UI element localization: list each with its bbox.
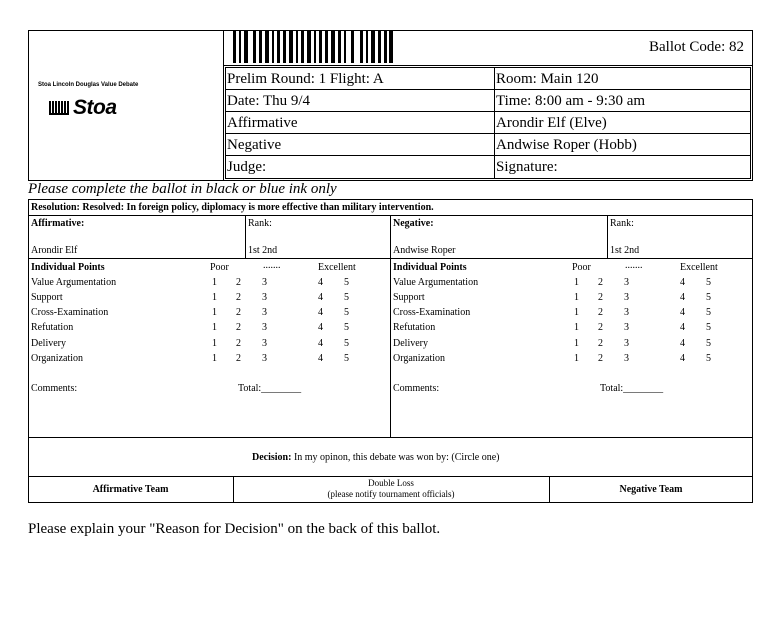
date-info: Date: Thu 9/4 (227, 93, 311, 109)
decision-label: Decision: (252, 452, 292, 463)
neg-criterion: Organization (393, 353, 446, 364)
decision-statement (252, 452, 499, 464)
neg-score-option[interactable]: 5 (706, 292, 711, 303)
info-grid-line (225, 133, 751, 134)
neg-score-option[interactable]: 1 (574, 353, 579, 364)
aff-score-option[interactable]: 1 (212, 322, 217, 333)
neg-score-option[interactable]: 5 (706, 307, 711, 318)
aff-score-option[interactable]: 1 (212, 292, 217, 303)
neg-score-option[interactable]: 4 (680, 338, 685, 349)
aff-score-option[interactable]: 3 (262, 277, 267, 288)
aff-score-option[interactable]: 5 (344, 292, 349, 303)
neg-score-option[interactable]: 5 (706, 338, 711, 349)
aff-score-option[interactable]: 5 (344, 277, 349, 288)
neg-rank-label: Rank: (610, 218, 634, 229)
info-grid-line (225, 89, 751, 90)
aff-comments-label: Comments: (31, 383, 78, 394)
neg-score-option[interactable]: 2 (598, 307, 603, 318)
aff-score-option[interactable]: 4 (318, 322, 323, 333)
aff-score-option[interactable]: 3 (262, 338, 267, 349)
neg-score-option[interactable]: 1 (574, 338, 579, 349)
ballot-code: Ballot Code: 82 (649, 39, 744, 55)
aff-score-option[interactable]: 3 (262, 292, 267, 303)
ink-instruction: Please complete the ballot in black or blue ink only (28, 181, 337, 197)
aff-score-option[interactable]: 3 (262, 353, 267, 364)
stoa-logo (49, 96, 117, 120)
info-grid-line (225, 111, 751, 112)
aff-score-option[interactable]: 2 (236, 307, 241, 318)
neg-score-option[interactable]: 3 (624, 292, 629, 303)
aff-score-option[interactable]: 5 (344, 338, 349, 349)
aff-dots: ....... (263, 260, 281, 271)
aff-criterion: Refutation (31, 322, 74, 333)
neg-score-option[interactable]: 5 (706, 277, 711, 288)
aff-score-option[interactable]: 1 (212, 307, 217, 318)
neg-score-option[interactable]: 3 (624, 338, 629, 349)
aff-score-option[interactable]: 4 (318, 292, 323, 303)
negative-team-option[interactable]: Negative Team (619, 484, 683, 495)
neg-score-option[interactable]: 4 (680, 277, 685, 288)
neg-criterion: Cross-Examination (393, 307, 471, 318)
neg-score-option[interactable]: 4 (680, 322, 685, 333)
signature-field[interactable]: Signature: (496, 159, 558, 175)
logo-bars-icon (49, 101, 69, 115)
aff-side-label: Affirmative: (31, 218, 85, 229)
neg-score-option[interactable]: 5 (706, 353, 711, 364)
aff-points-header: Individual Points (31, 262, 105, 273)
aff-criterion: Organization (31, 353, 84, 364)
neg-score-option[interactable]: 2 (598, 338, 603, 349)
decision-text: In my opinon, this debate was won by: (Circle one) (293, 452, 500, 463)
aff-score-option[interactable]: 1 (212, 277, 217, 288)
neg-total-field[interactable]: Total:________ (600, 383, 664, 394)
logo-wordmark: Stoa (73, 96, 117, 119)
neg-score-option[interactable]: 4 (680, 292, 685, 303)
aff-excellent-label: Excellent (318, 262, 356, 273)
neg-score-option[interactable]: 2 (598, 353, 603, 364)
aff-score-option[interactable]: 2 (236, 292, 241, 303)
neg-comments-label: Comments: (393, 383, 440, 394)
affirmative-debater: Arondir Elf (Elve) (496, 115, 607, 131)
neg-score-option[interactable]: 1 (574, 322, 579, 333)
header-row-line (223, 65, 753, 66)
logo-subtitle: Stoa Lincoln Douglas Value Debate (38, 82, 139, 88)
neg-criterion: Refutation (393, 322, 436, 333)
aff-score-option[interactable]: 1 (212, 353, 217, 364)
aff-criterion: Delivery (31, 338, 66, 349)
aff-score-option[interactable]: 4 (318, 277, 323, 288)
neg-dots: ....... (625, 260, 643, 271)
room-info: Room: Main 120 (496, 71, 599, 87)
neg-criterion: Support (393, 292, 425, 303)
aff-score-option[interactable]: 4 (318, 307, 323, 318)
double-loss-option[interactable]: Double Loss (368, 478, 414, 488)
neg-score-option[interactable]: 2 (598, 322, 603, 333)
aff-score-option[interactable]: 2 (236, 353, 241, 364)
header-divider (223, 30, 224, 181)
neg-score-option[interactable]: 4 (680, 307, 685, 318)
neg-debater: Andwise Roper (393, 245, 456, 256)
neg-score-option[interactable]: 1 (574, 307, 579, 318)
rank-row-line (28, 258, 753, 259)
aff-score-option[interactable]: 1 (212, 338, 217, 349)
neg-score-option[interactable]: 3 (624, 307, 629, 318)
aff-rank-divider (245, 215, 246, 258)
reason-for-decision-note: Please explain your "Reason for Decision" on the back of this ballot. (28, 521, 441, 537)
info-grid-line (225, 155, 751, 156)
neg-excellent-label: Excellent (680, 262, 718, 273)
neg-poor-label: Poor (572, 262, 591, 273)
neg-score-option[interactable]: 1 (574, 292, 579, 303)
aff-score-option[interactable]: 4 (318, 353, 323, 364)
aff-score-option[interactable]: 2 (236, 277, 241, 288)
neg-score-option[interactable]: 3 (624, 353, 629, 364)
neg-criterion: Value Argumentation (393, 277, 479, 288)
decision-line (28, 476, 753, 477)
sides-divider (390, 215, 391, 438)
aff-score-option[interactable]: 5 (344, 322, 349, 333)
neg-criterion: Delivery (393, 338, 428, 349)
neg-side-label: Negative: (393, 218, 434, 229)
judge-field[interactable]: Judge: (227, 159, 267, 175)
neg-score-option[interactable]: 3 (624, 322, 629, 333)
neg-rank-divider (607, 215, 608, 258)
negative-label: Negative (227, 137, 282, 153)
resolution-text: Resolution: Resolved: In foreign policy, diplomacy is more effective than military intervention. (31, 202, 434, 213)
info-grid-divider (494, 67, 495, 179)
negative-debater: Andwise Roper (Hobb) (496, 137, 637, 153)
neg-score-option[interactable]: 3 (624, 277, 629, 288)
aff-criterion: Support (31, 292, 63, 303)
neg-score-option[interactable]: 2 (598, 292, 603, 303)
aff-score-option[interactable]: 2 (236, 338, 241, 349)
aff-rank-options[interactable]: 1st 2nd (248, 245, 278, 256)
aff-score-option[interactable]: 4 (318, 338, 323, 349)
neg-rank-options[interactable]: 1st 2nd (610, 245, 640, 256)
aff-score-option[interactable]: 3 (262, 322, 267, 333)
neg-score-option[interactable]: 1 (574, 277, 579, 288)
aff-score-option[interactable]: 5 (344, 307, 349, 318)
aff-rank-label: Rank: (248, 218, 272, 229)
aff-score-option[interactable]: 5 (344, 353, 349, 364)
aff-total-field[interactable]: Total:________ (238, 383, 302, 394)
time-info: Time: 8:00 am - 9:30 am (496, 93, 646, 109)
aff-score-option[interactable]: 2 (236, 322, 241, 333)
aff-score-option[interactable]: 3 (262, 307, 267, 318)
round-info: Prelim Round: 1 Flight: A (227, 71, 384, 87)
affirmative-team-option[interactable]: Affirmative Team (92, 484, 169, 495)
affirmative-label: Affirmative (227, 115, 298, 131)
aff-criterion: Cross-Examination (31, 307, 109, 318)
neg-score-option[interactable]: 2 (598, 277, 603, 288)
aff-poor-label: Poor (210, 262, 229, 273)
aff-criterion: Value Argumentation (31, 277, 117, 288)
neg-points-header: Individual Points (393, 262, 467, 273)
barcode-icon (233, 31, 393, 63)
double-loss-note: (please notify tournament officials) (327, 489, 455, 499)
neg-score-option[interactable]: 4 (680, 353, 685, 364)
neg-score-option[interactable]: 5 (706, 322, 711, 333)
aff-debater: Arondir Elf (31, 245, 78, 256)
